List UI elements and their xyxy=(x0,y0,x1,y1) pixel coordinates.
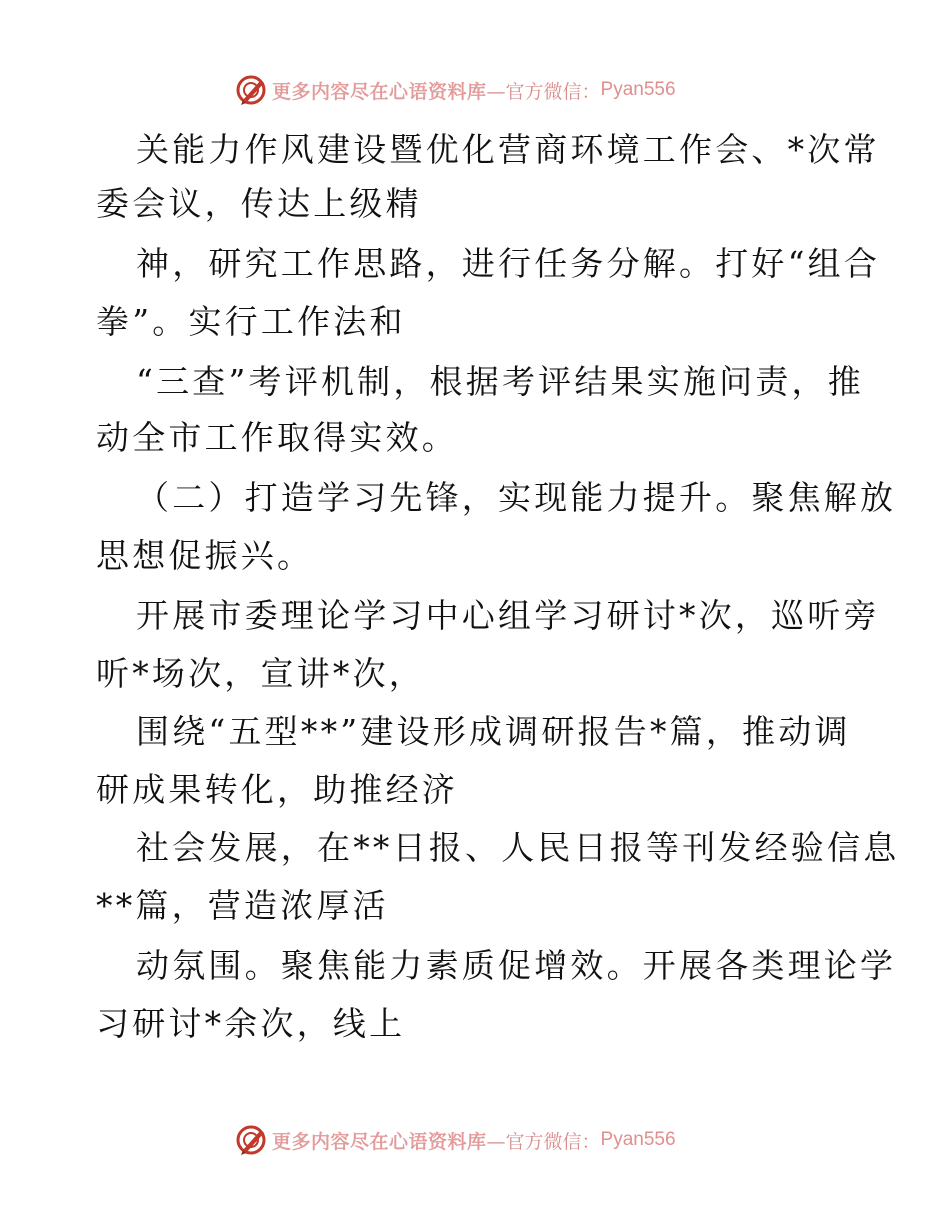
text-line: 开展市委理论学习中心组学习研讨*次，巡听旁 xyxy=(136,596,880,635)
text-line: 习研讨*余次，线上 xyxy=(96,1004,406,1043)
text-line: 关能力作风建设暨优化营商环境工作会、*次常 xyxy=(136,130,880,169)
text-line: 研成果转化，助推经济 xyxy=(96,770,458,809)
text-line: 拳”。实行工作法和 xyxy=(96,302,406,341)
text-line: 动全市工作取得实效。 xyxy=(96,418,458,457)
watermark-wechat-id: Pyan556 xyxy=(600,1129,676,1150)
text-line: 动氛围。聚焦能力素质促增效。开展各类理论学 xyxy=(136,946,897,985)
text-line: “三查”考评机制，根据考评结果实施问责，推 xyxy=(136,362,864,401)
text-line: **篇，营造浓厚活 xyxy=(96,886,389,925)
watermark-text: 更多内容尽在心语资料库 xyxy=(272,80,487,103)
header-watermark xyxy=(234,72,676,108)
text-line: 委会议，传达上级精 xyxy=(96,184,422,223)
watermark-label: —官方微信： xyxy=(486,80,601,103)
text-line: （二）打造学习先锋，实现能力提升。聚焦解放 xyxy=(136,478,897,517)
text-line: 神，研究工作思路，进行任务分解。打好“组合 xyxy=(136,244,881,283)
watermark-wechat-id: Pyan556 xyxy=(600,79,676,100)
text-line: 听*场次，宣讲*次， xyxy=(96,654,425,693)
text-line: 思想促振兴。 xyxy=(96,536,314,575)
pen-logo-icon xyxy=(234,1123,268,1157)
watermark-text: 更多内容尽在心语资料库 xyxy=(272,1130,487,1153)
text-line: 社会发展，在**日报、人民日报等刊发经验信息 xyxy=(136,828,900,867)
footer-watermark xyxy=(234,1122,676,1158)
pen-logo-icon xyxy=(234,73,268,107)
watermark-label: —官方微信： xyxy=(486,1130,601,1153)
text-line: 围绕“五型**”建设形成调研报告*篇，推动调 xyxy=(136,712,851,751)
